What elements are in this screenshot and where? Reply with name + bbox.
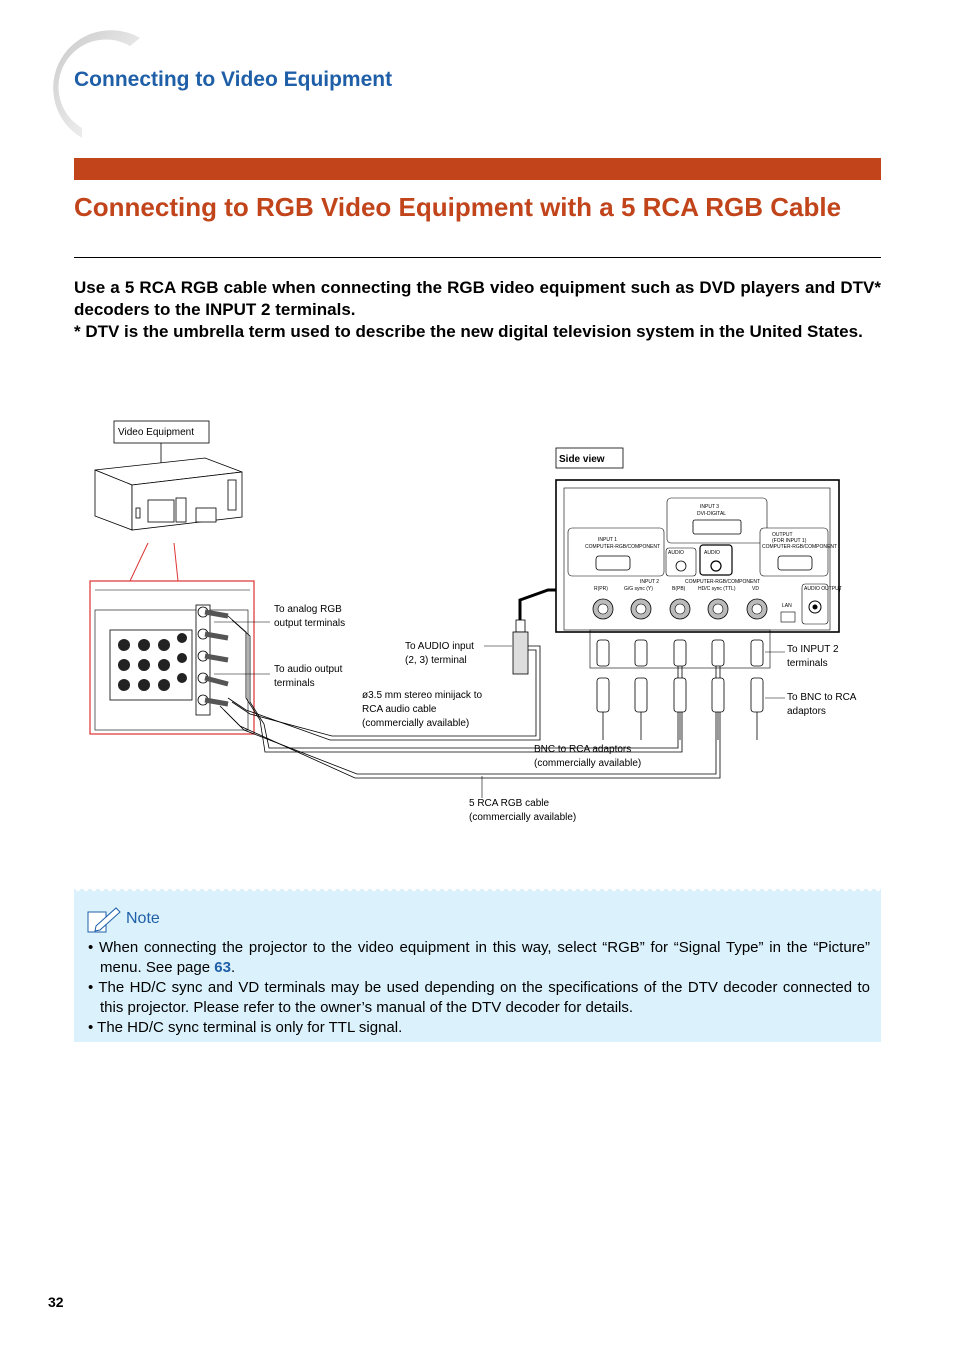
panel-g-sync: G/G sync (Y) bbox=[624, 586, 653, 592]
analog-rgb-label-2: output terminals bbox=[274, 618, 346, 629]
bnc-adaptors bbox=[590, 630, 770, 740]
panel-input1: INPUT 1 bbox=[598, 537, 618, 543]
panel-input2: INPUT 2 bbox=[640, 579, 660, 585]
panel-rgb-component-2: COMPUTER-RGB/COMPONENT bbox=[762, 544, 837, 550]
intro-block bbox=[74, 277, 881, 343]
panel-b-pb: B(PB) bbox=[672, 586, 686, 592]
note-item-1-text: When connecting the projector to the video equipment in this way, select “RGB” for “Signal Type” in the “Picture” menu. See page bbox=[99, 939, 870, 976]
page-reference-link[interactable]: 63 bbox=[214, 959, 231, 976]
panel-audio-output: AUDIO OUTPUT bbox=[804, 586, 842, 592]
panel-rgb-component-3: COMPUTER-RGB/COMPONENT bbox=[685, 579, 760, 585]
note-heading bbox=[86, 904, 160, 934]
minijack-label-1: ø3.5 mm stereo minijack to bbox=[362, 690, 483, 701]
intro-paragraph: Use a 5 RCA RGB cable when connecting the RGB video equipment such as DVD players and DTV* decoders to the INPUT 2 terminals. bbox=[74, 278, 881, 319]
note-item-1-end: . bbox=[230, 959, 236, 976]
input2-label-1: To INPUT 2 bbox=[787, 644, 839, 655]
note-item-3: • The HD/C sync terminal is only for TTL signal. bbox=[88, 1019, 403, 1036]
note-list bbox=[88, 938, 870, 1038]
panel-audio-1: AUDIO bbox=[668, 550, 684, 556]
note-item-1: • When connecting the projector to the video equipment in this way, select “RGB” for “Signal Type” in the “Picture” menu. See page 63. bbox=[88, 939, 870, 976]
video-equipment-icon bbox=[95, 458, 242, 530]
title-band bbox=[74, 158, 881, 180]
title-divider bbox=[74, 257, 881, 258]
audio-output-label-1: To audio output bbox=[274, 664, 343, 675]
note-item-2: • The HD/C sync and VD terminals may be used depending on the specifications of the DTV decoder connected to this projector. Please refer to the owner’s manual of the DTV decoder for details. bbox=[88, 979, 870, 1016]
panel-audio-2: AUDIO bbox=[704, 550, 720, 556]
projector-side-panel bbox=[556, 480, 842, 632]
section-title: Connecting to Video Equipment bbox=[74, 68, 393, 91]
dtv-footnote: * DTV is the umbrella term used to describe the new digital television system in the United States. bbox=[74, 322, 863, 341]
panel-r-pr: R(PR) bbox=[594, 586, 608, 592]
page-number: 32 bbox=[48, 1294, 64, 1310]
minijack-label-3: (commercially available) bbox=[362, 718, 470, 729]
video-equipment-label: Video Equipment bbox=[118, 427, 194, 438]
bnc-rca-label-2: adaptors bbox=[787, 706, 826, 717]
pencil-note-icon bbox=[86, 904, 122, 934]
panel-hdc-sync: HD/C sync (TTL) bbox=[698, 586, 736, 592]
rca-cable-label-1: 5 RCA RGB cable bbox=[469, 798, 550, 809]
analog-rgb-label-1: To analog RGB bbox=[274, 604, 342, 615]
audio-output-label-2: terminals bbox=[274, 678, 315, 689]
panel-rgb-component: COMPUTER-RGB/COMPONENT bbox=[585, 544, 660, 550]
note-item-2-text: The HD/C sync and VD terminals may be used depending on the specifications of the DTV decoder connected to this projector. Please refer to the owner’s manual of the DTV decoder for details. bbox=[98, 979, 870, 1016]
side-view-label: Side view bbox=[559, 454, 605, 465]
note-item-3-text: The HD/C sync terminal is only for TTL signal. bbox=[97, 1019, 403, 1036]
note-title: Note bbox=[126, 910, 160, 927]
bnc-adaptors-label-1: BNC to RCA adaptors bbox=[534, 744, 632, 755]
panel-lan: LAN bbox=[782, 603, 792, 609]
rca-cable-label-2: (commercially available) bbox=[469, 812, 577, 823]
panel-input3: INPUT 3 bbox=[700, 504, 720, 510]
minijack-label-2: RCA audio cable bbox=[362, 704, 437, 715]
panel-for-input1: (FOR INPUT 1) bbox=[772, 538, 807, 544]
panel-vd: VD bbox=[752, 586, 759, 592]
page-title: Connecting to RGB Video Equipment with a 5 RCA RGB Cable bbox=[74, 192, 842, 222]
connection-diagram bbox=[0, 380, 954, 840]
audio-input-label-2: (2, 3) terminal bbox=[405, 655, 467, 666]
bnc-rca-label-1: To BNC to RCA bbox=[787, 692, 857, 703]
panel-output: OUTPUT bbox=[772, 532, 793, 538]
note-dotted-border bbox=[74, 885, 881, 893]
audio-input-label-1: To AUDIO input bbox=[405, 641, 474, 652]
video-equipment-zoom bbox=[90, 581, 254, 734]
panel-dvi: DVI-DIGITAL bbox=[697, 511, 727, 517]
input2-label-2: terminals bbox=[787, 658, 828, 669]
bnc-adaptors-label-2: (commercially available) bbox=[534, 758, 642, 769]
